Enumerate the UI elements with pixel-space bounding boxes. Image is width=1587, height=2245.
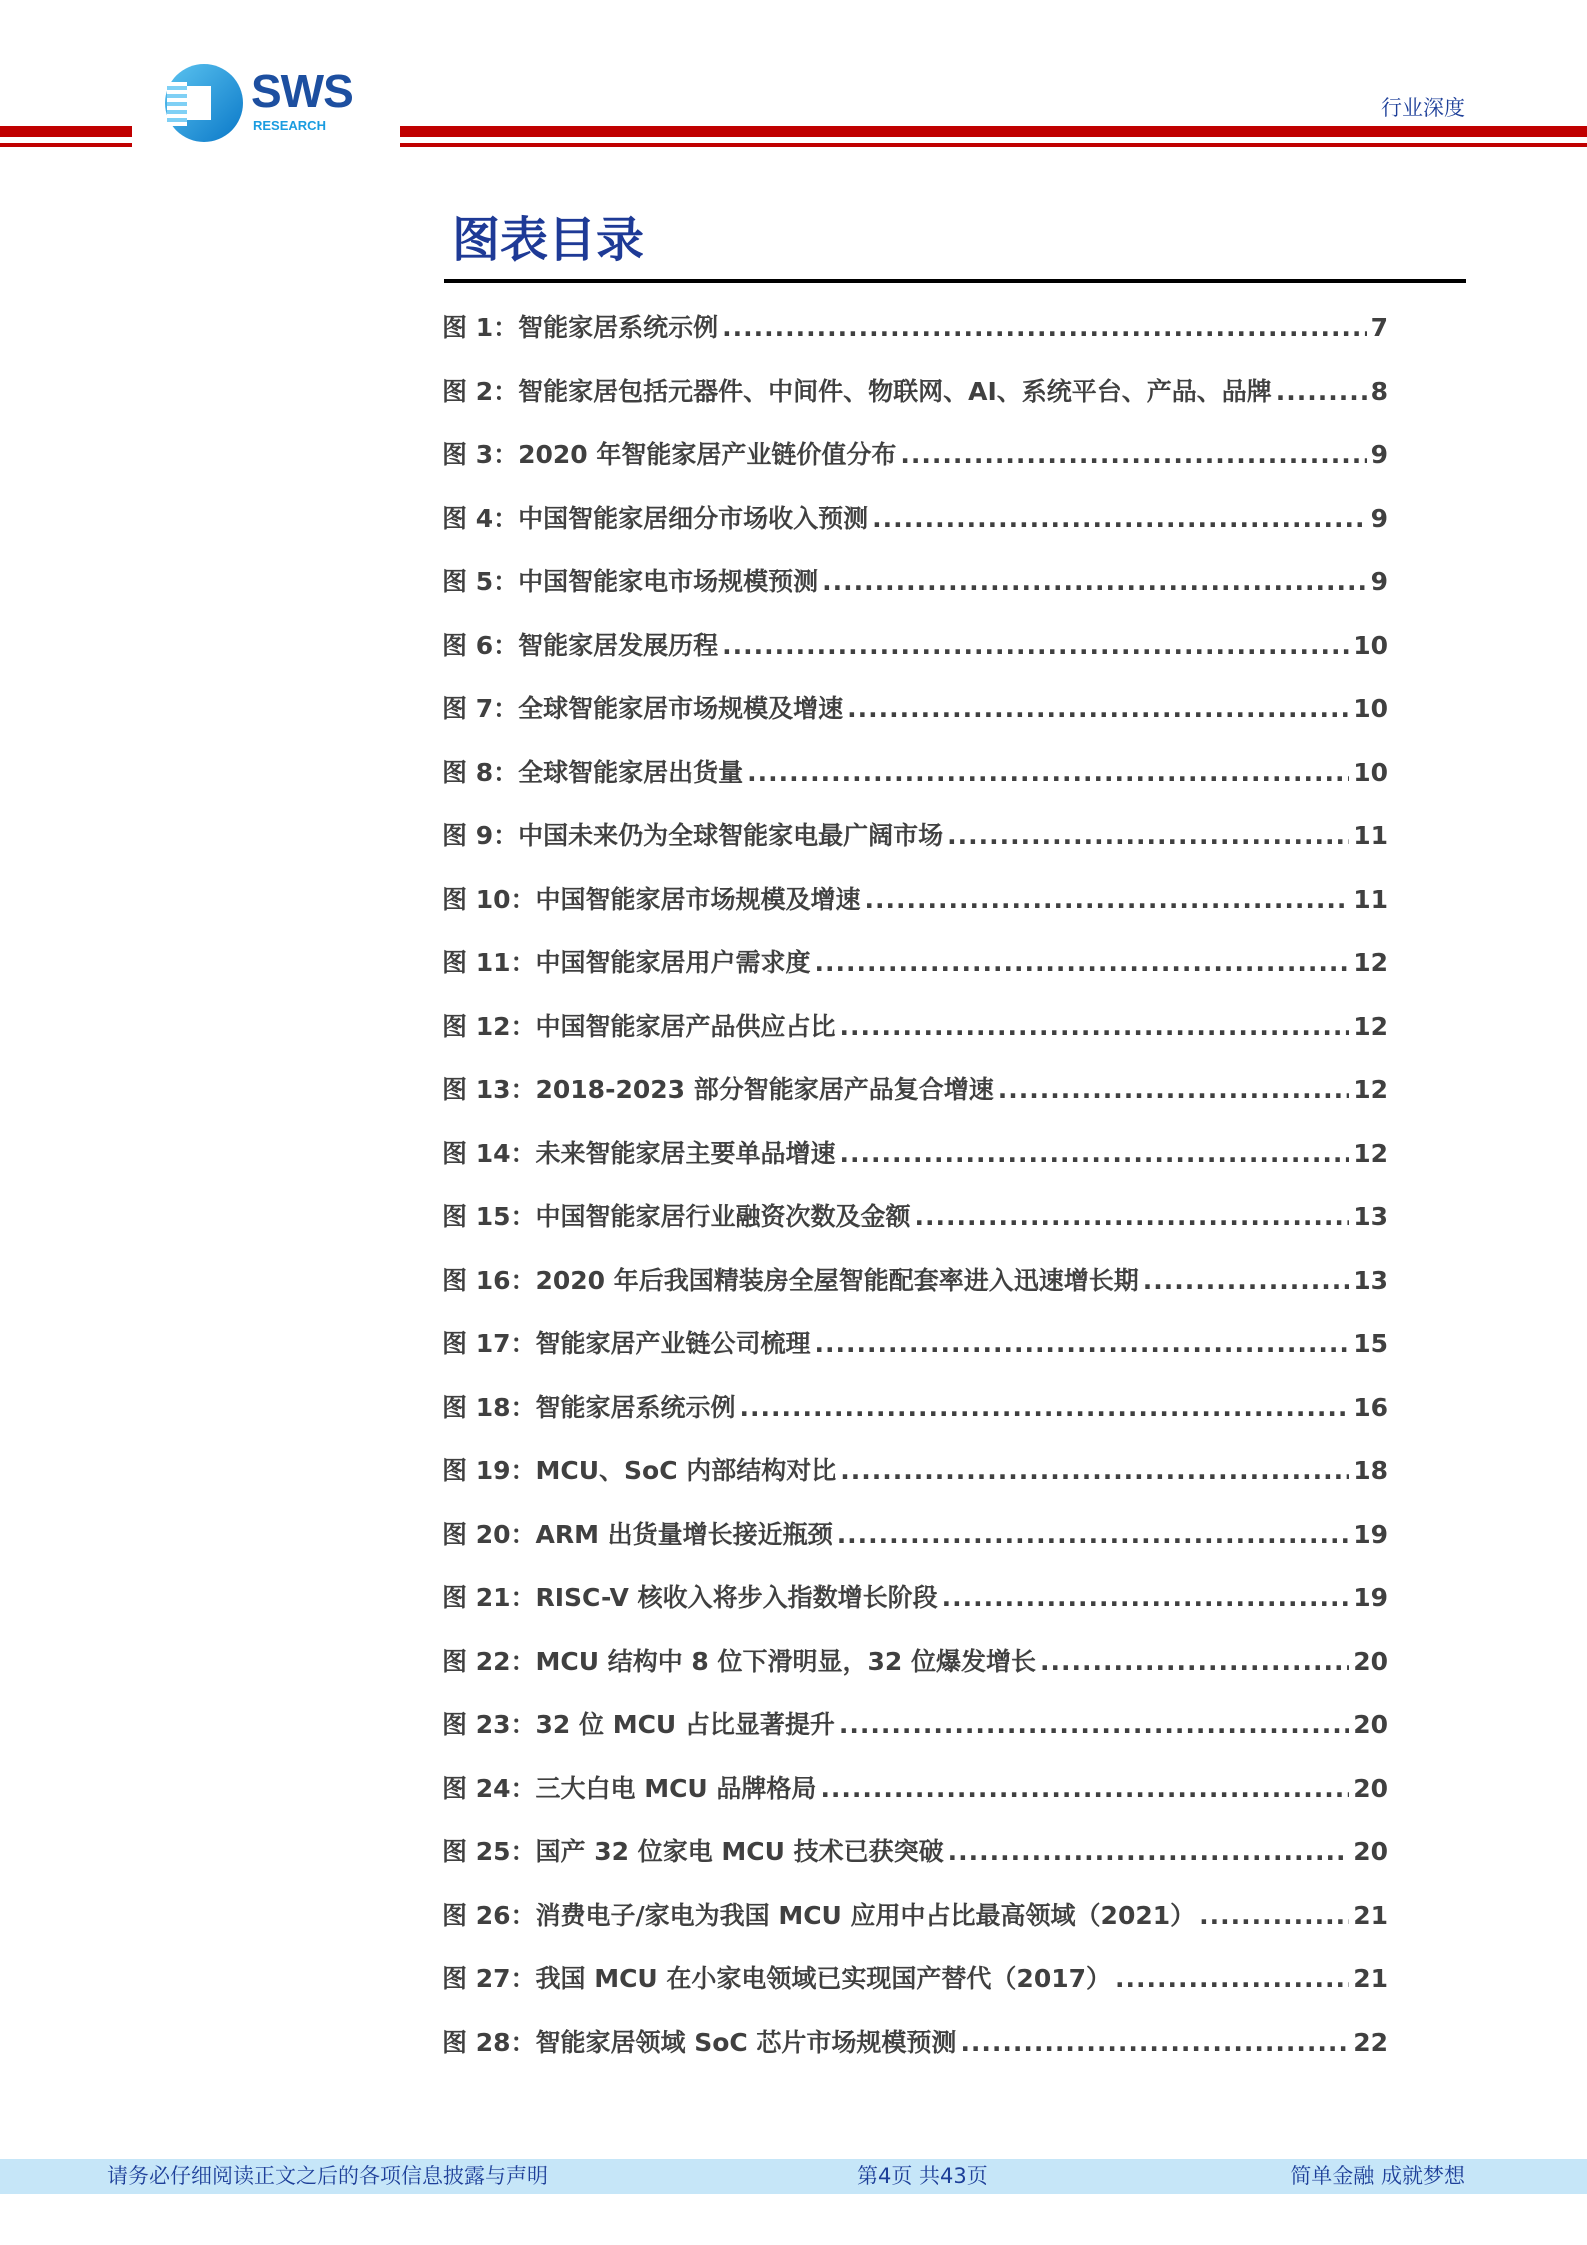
- toc-entry-label: 图 9：中国未来仍为全球智能家电最广阔市场: [442, 821, 944, 850]
- toc-entry-page: 11: [1353, 884, 1388, 914]
- toc-leader-dots: [722, 308, 1366, 348]
- toc-leader-dots: [740, 1388, 1350, 1428]
- toc-entry-page: 20: [1353, 1837, 1388, 1866]
- toc-entry-page: 19: [1353, 1583, 1388, 1612]
- toc-leader-dots: [837, 1515, 1350, 1555]
- toc-entry-label: 图 19：MCU、SoC 内部结构对比: [442, 1456, 837, 1485]
- toc-entry-label: 图 8：全球智能家居出货量: [442, 757, 744, 787]
- toc-entry-page: 9: [1370, 567, 1388, 596]
- toc-leader-dots: [915, 1197, 1350, 1237]
- toc-leader-dots: [900, 435, 1366, 475]
- toc-entry[interactable]: [442, 562, 1388, 626]
- document-type: 行业深度: [1381, 96, 1465, 120]
- toc-entry-label: 图 5：中国智能家电市场规模预测: [442, 567, 819, 596]
- toc-leader-dots: [847, 689, 1349, 729]
- toc-leader-dots: [865, 880, 1350, 920]
- toc-entry-label: 图 10：中国智能家居市场规模及增速: [442, 884, 861, 914]
- toc-entry-label: 图 17：智能家居产业链公司梳理: [442, 1329, 811, 1358]
- toc-entry[interactable]: [442, 1515, 1388, 1579]
- toc-entry-label: 图 14：未来智能家居主要单品增速: [442, 1138, 836, 1168]
- toc-entry-label: 图 2：智能家居包括元器件、中间件、物联网、AI、系统平台、产品、品牌: [442, 376, 1272, 406]
- toc-entry-page: 21: [1353, 1900, 1388, 1930]
- toc-leader-dots: [840, 1134, 1350, 1174]
- logo-subtext: RESEARCH: [253, 118, 326, 133]
- toc-entry[interactable]: [442, 2023, 1388, 2087]
- toc-entry[interactable]: [442, 1451, 1388, 1515]
- toc-entry-page: 10: [1353, 757, 1388, 787]
- toc-leader-dots: [722, 626, 1349, 666]
- footer-disclaimer: 请务必仔细阅读正文之后的各项信息披露与声明: [107, 2164, 548, 2188]
- toc-entry-page: 8: [1370, 376, 1388, 406]
- toc-entry[interactable]: [442, 499, 1388, 563]
- title-divider: [444, 279, 1466, 283]
- sws-logo: [165, 64, 375, 146]
- toc-entry[interactable]: [442, 1832, 1388, 1896]
- toc-leader-dots: [840, 1451, 1349, 1491]
- logo-text: SWS: [251, 65, 353, 117]
- toc-entry-page: 20: [1353, 1646, 1388, 1676]
- toc-leader-dots: [839, 1705, 1349, 1745]
- toc-entry-page: 12: [1353, 1138, 1388, 1168]
- toc-entry[interactable]: [442, 1134, 1388, 1198]
- toc-entry[interactable]: [442, 753, 1388, 817]
- toc-leader-dots: [815, 1324, 1350, 1364]
- toc-entry[interactable]: [442, 1959, 1388, 2023]
- toc-entry-page: 9: [1370, 440, 1388, 469]
- toc-entry-page: 10: [1353, 694, 1388, 723]
- toc-entry-page: 19: [1353, 1519, 1388, 1549]
- header-red-line-left: [0, 143, 132, 147]
- toc-entry-label: 图 3：2020 年智能家居产业链价值分布: [442, 440, 897, 469]
- toc-entry-page: 16: [1353, 1392, 1388, 1422]
- header-red-line-right: [400, 143, 1587, 147]
- toc-entry[interactable]: [442, 880, 1388, 944]
- toc-leader-dots: [747, 753, 1349, 793]
- page-title: 图表目录: [452, 212, 645, 268]
- toc-entry-label: 图 7：全球智能家居市场规模及增速: [442, 694, 844, 723]
- toc-leader-dots: [1040, 1642, 1349, 1682]
- toc-entry-label: 图 21：RISC-V 核收入将步入指数增长阶段: [442, 1583, 938, 1612]
- toc-entry[interactable]: [442, 435, 1388, 499]
- toc-entry-page: 12: [1353, 948, 1388, 977]
- toc-leader-dots: [942, 1578, 1350, 1618]
- logo-stripes: [167, 82, 187, 126]
- toc-entry-page: 10: [1353, 630, 1388, 660]
- toc-entry[interactable]: [442, 1324, 1388, 1388]
- toc-entry[interactable]: [442, 1578, 1388, 1642]
- toc-entry-label: 图 25：国产 32 位家电 MCU 技术已获突破: [442, 1837, 944, 1866]
- toc-entry-label: 图 6：智能家居发展历程: [442, 630, 719, 660]
- toc-entry-label: 图 15：中国智能家居行业融资次数及金额: [442, 1202, 911, 1231]
- header-red-bar-left: [0, 126, 132, 137]
- toc-leader-dots: [822, 562, 1366, 602]
- toc-entry[interactable]: [442, 372, 1388, 436]
- toc-entry-label: 图 18：智能家居系统示例: [442, 1392, 736, 1422]
- toc-entry[interactable]: [442, 1070, 1388, 1134]
- toc-entry-label: 图 4：中国智能家居细分市场收入预测: [442, 503, 869, 533]
- toc-entry-page: 15: [1353, 1329, 1388, 1358]
- toc-entry[interactable]: [442, 1705, 1388, 1769]
- toc-entry-label: 图 12：中国智能家居产品供应占比: [442, 1011, 836, 1041]
- toc-entry-label: 图 28：智能家居领域 SoC 芯片市场规模预测: [442, 2027, 957, 2057]
- toc-entry[interactable]: [442, 943, 1388, 1007]
- toc-entry[interactable]: [442, 689, 1388, 753]
- toc-entry-page: 11: [1353, 821, 1388, 850]
- toc-entry-label: 图 27：我国 MCU 在小家电领域已实现国产替代（2017）: [442, 1964, 1112, 1993]
- toc-entry-label: 图 1：智能家居系统示例: [442, 313, 719, 342]
- toc-leader-dots: [960, 2023, 1349, 2063]
- footer-page-info: 第4页 共43页: [857, 2164, 988, 2188]
- toc-leader-dots: [815, 943, 1350, 983]
- footer-slogan: 简单金融 成就梦想: [1290, 2164, 1465, 2188]
- toc-entry[interactable]: [442, 308, 1388, 372]
- toc-entry[interactable]: [442, 1896, 1388, 1960]
- toc-entry-label: 图 26：消费电子/家电为我国 MCU 应用中占比最高领域（2021）: [442, 1900, 1196, 1930]
- toc-entry[interactable]: [442, 1197, 1388, 1261]
- toc-entry-page: 22: [1353, 2027, 1388, 2057]
- toc-entry-label: 图 11：中国智能家居用户需求度: [442, 948, 811, 977]
- toc-entry[interactable]: [442, 626, 1388, 690]
- toc-entry-page: 20: [1353, 1710, 1388, 1739]
- toc-leader-dots: [998, 1070, 1349, 1110]
- toc-entry[interactable]: [442, 1769, 1388, 1833]
- toc-leader-dots: [948, 1832, 1350, 1872]
- toc-entry-page: 7: [1370, 313, 1388, 342]
- toc-leader-dots: [1276, 372, 1367, 412]
- toc-entry-page: 13: [1353, 1202, 1388, 1231]
- toc-entry[interactable]: [442, 1261, 1388, 1325]
- footer: [0, 2159, 1587, 2194]
- toc-leader-dots: [872, 499, 1366, 539]
- toc-entry-label: 图 16：2020 年后我国精装房全屋智能配套率进入迅速增长期: [442, 1265, 1139, 1295]
- toc-leader-dots: [1143, 1261, 1349, 1301]
- toc-leader-dots: [947, 816, 1349, 856]
- toc-entry-page: 18: [1353, 1456, 1388, 1485]
- toc-entry[interactable]: [442, 1007, 1388, 1071]
- toc-entry-page: 13: [1353, 1265, 1388, 1295]
- toc-leader-dots: [840, 1007, 1350, 1047]
- toc-entry-label: 图 24：三大白电 MCU 品牌格局: [442, 1773, 817, 1803]
- toc-leader-dots: [1199, 1896, 1349, 1936]
- toc-entry[interactable]: [442, 1388, 1388, 1452]
- toc-entry-label: 图 13：2018-2023 部分智能家居产品复合增速: [442, 1075, 994, 1104]
- toc-entry-label: 图 23：32 位 MCU 占比显著提升: [442, 1710, 835, 1739]
- toc-entry[interactable]: [442, 1642, 1388, 1706]
- header-red-bar-right: [400, 126, 1587, 137]
- toc-entry-page: 12: [1353, 1075, 1388, 1104]
- toc-leader-dots: [820, 1769, 1349, 1809]
- toc-entry-label: 图 22：MCU 结构中 8 位下滑明显，32 位爆发增长: [442, 1646, 1037, 1676]
- toc-entry-page: 21: [1353, 1964, 1388, 1993]
- toc-leader-dots: [1115, 1959, 1349, 1999]
- toc-entry-page: 20: [1353, 1773, 1388, 1803]
- toc-entry-label: 图 20：ARM 出货量增长接近瓶颈: [442, 1519, 833, 1549]
- figure-list: [442, 308, 1388, 2086]
- toc-entry-page: 9: [1370, 503, 1388, 533]
- toc-entry-page: 12: [1353, 1011, 1388, 1041]
- toc-entry[interactable]: [442, 816, 1388, 880]
